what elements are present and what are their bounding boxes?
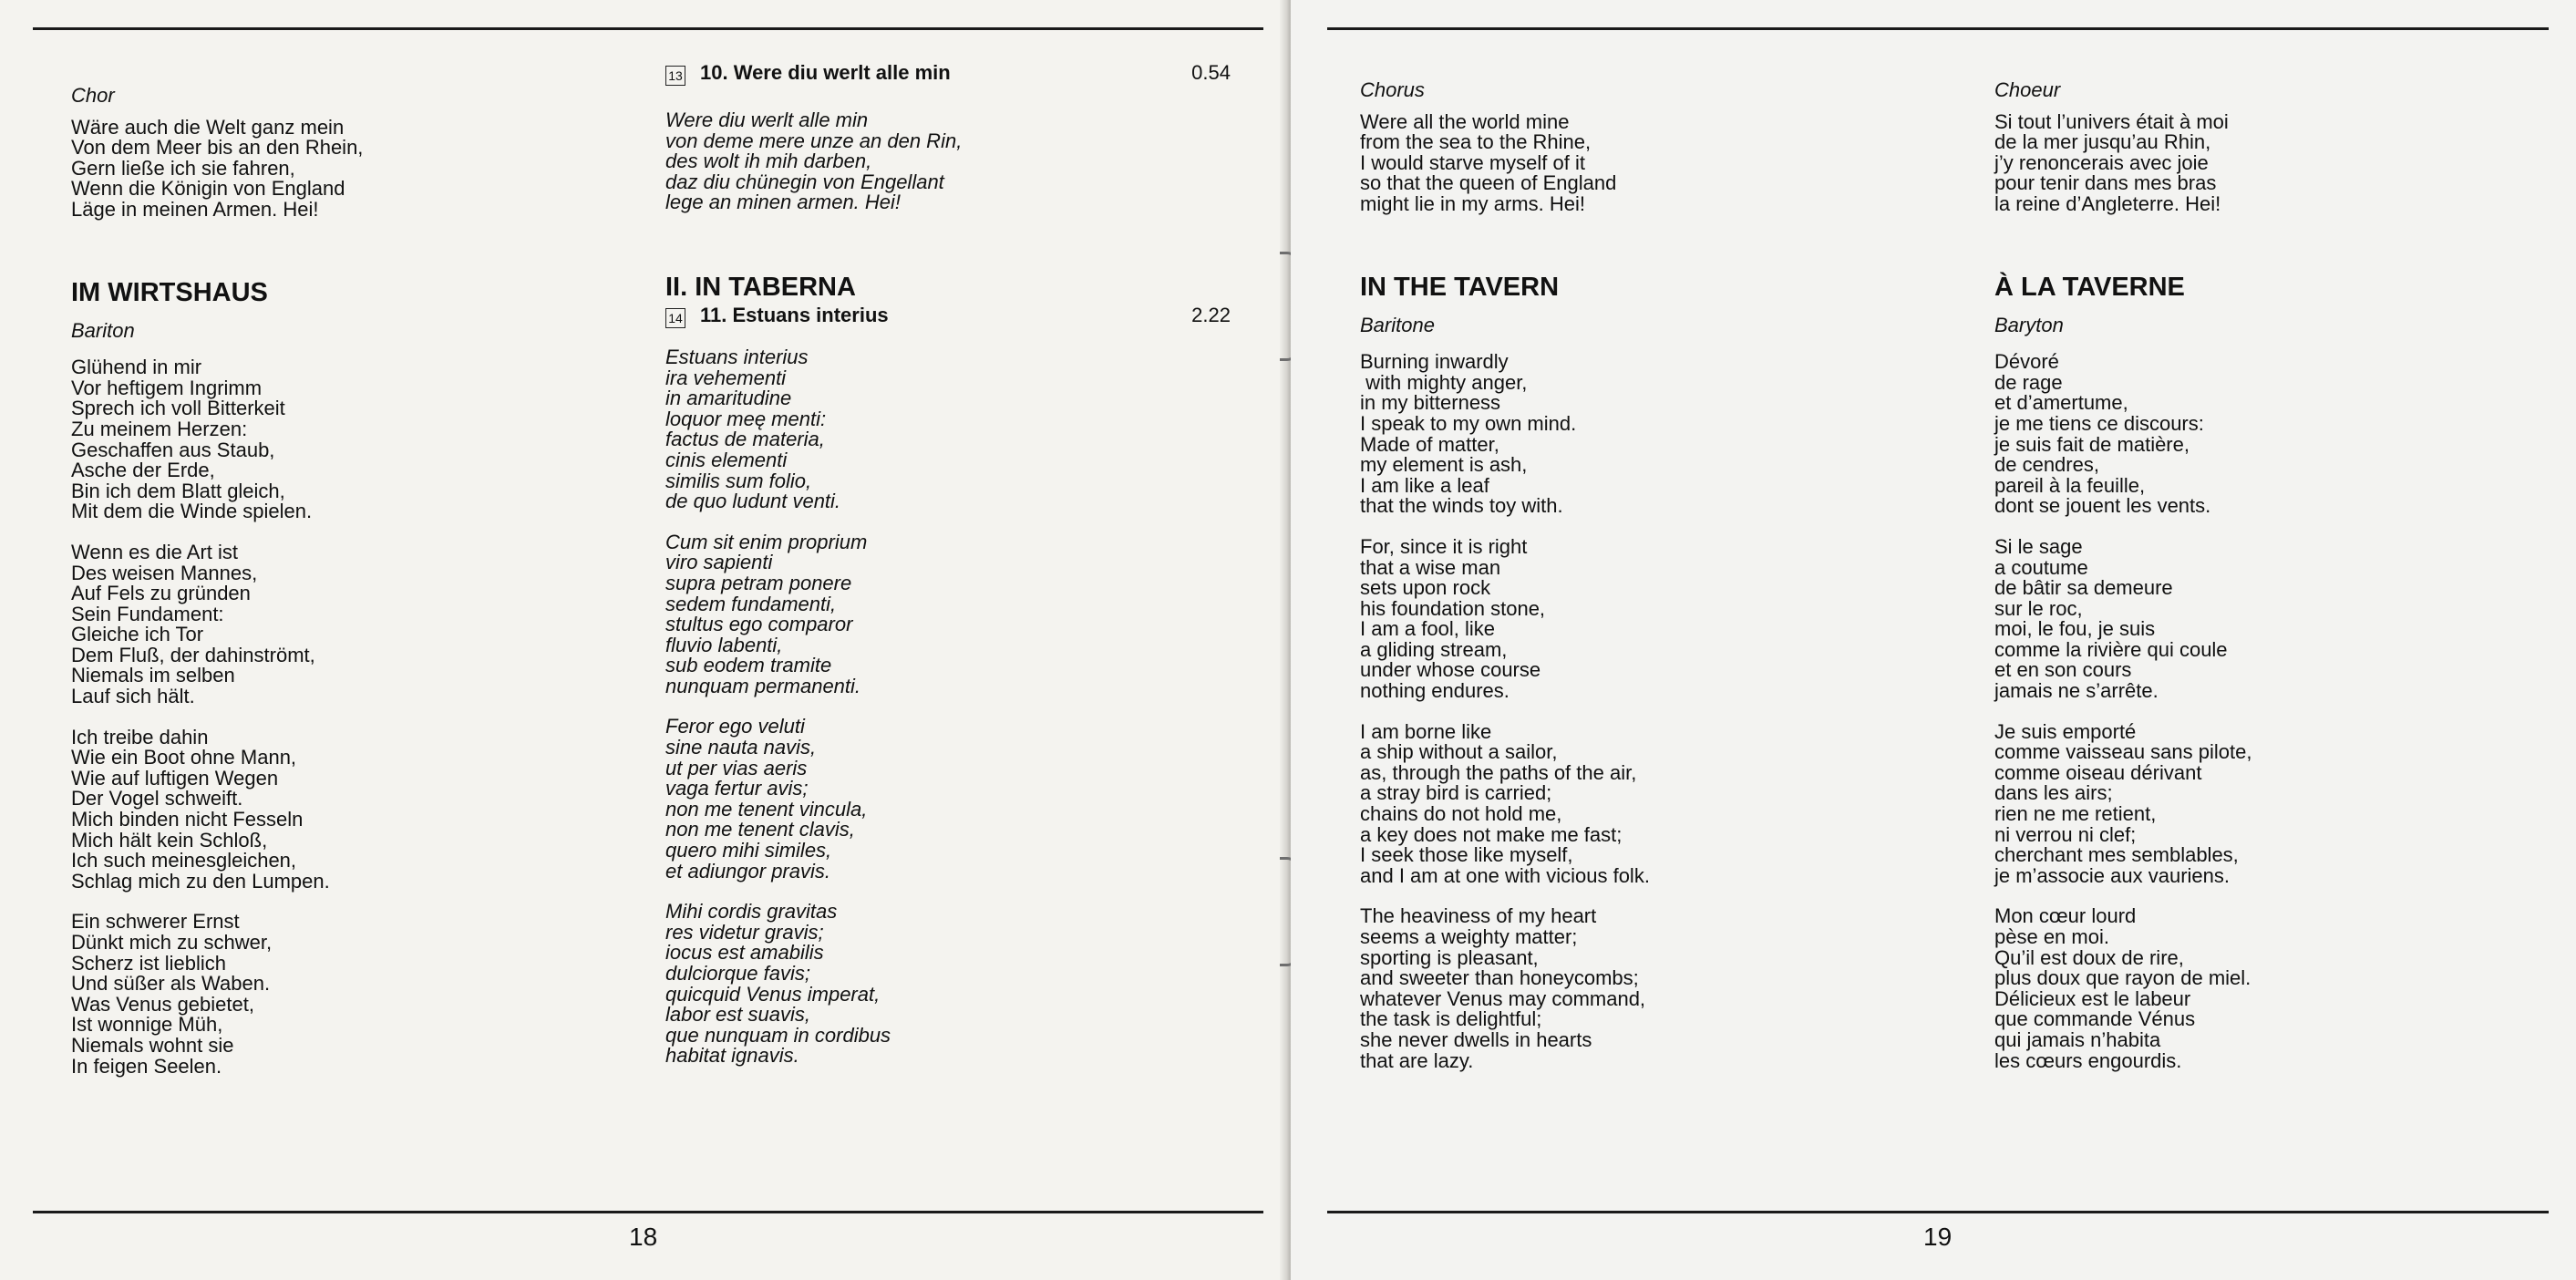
verse-line: Délicieux est le labeur (1994, 986, 2191, 1010)
verse-line: Feror ego veluti (665, 715, 805, 738)
verse-line: sur le roc, (1994, 596, 2083, 620)
right-page (1291, 0, 2576, 1280)
verse-line: Wäre auch die Welt ganz mein (71, 115, 345, 139)
verse-line: plus doux que rayon de miel. (1994, 966, 2251, 990)
verse-line: Vor heftigem Ingrimm (71, 376, 263, 399)
verse-line: similis sum folio, (665, 469, 812, 492)
verse-line: Und süßer als Waben. (71, 972, 271, 996)
chor-label: Chor (71, 84, 115, 107)
verse-line: and sweeter than honeycombs; (1360, 966, 1639, 990)
section-title-in-the-tavern: IN THE TAVERN (1360, 272, 1560, 302)
verse-line: Glühend in mir (71, 356, 202, 379)
verse-line: Ein schwerer Ernst (71, 910, 240, 934)
verse-line: Made of matter, (1360, 432, 1499, 456)
verse-line: chains do not hold me, (1360, 802, 1562, 826)
stanza (1994, 534, 2541, 703)
stanza (665, 717, 1231, 882)
verse-line: Je suis emporté (1994, 719, 2137, 743)
verse-line: sub eodem tramite (665, 654, 832, 677)
verse-line: Der Vogel schweift. (71, 787, 243, 810)
chorus-lines (1360, 109, 1907, 215)
verse-line: Ich treibe dahin (71, 725, 209, 748)
verse-line: dont se jouent les vents. (1994, 494, 2211, 518)
verse-line: under whose course (1360, 658, 1541, 682)
verse-line: habitat ignavis. (665, 1044, 799, 1068)
verse-line: she never dwells in hearts (1360, 1027, 1592, 1051)
verse-line: Ist wonnige Müh, (71, 1013, 223, 1037)
verse-line: whatever Venus may command, (1360, 986, 1646, 1010)
chor-lines (71, 115, 618, 221)
verse-line: nothing endures. (1360, 679, 1510, 703)
verse-line: in amaritudine (665, 387, 792, 410)
verse-line: Geschaffen aus Staub, (71, 438, 275, 461)
verse-line: a coutume (1994, 555, 2088, 579)
verse-line: in my bitterness (1360, 391, 1501, 415)
stanza (71, 542, 618, 707)
verse-line: Des weisen Mannes, (71, 561, 258, 584)
verse-line: seems a weighty matter; (1360, 925, 1578, 948)
verse-line: Bin ich dem Blatt gleich, (71, 479, 285, 502)
stanza (665, 902, 1231, 1067)
track-10-row (665, 62, 1231, 85)
german-column (71, 86, 618, 1077)
verse-line: his foundation stone, (1360, 596, 1546, 620)
verse-line: cinis elementi (665, 448, 788, 471)
verse-line: Sein Fundament: (71, 602, 224, 625)
section-title-im-wirtshaus: IM WIRTSHAUS (71, 277, 268, 307)
verse-line: Lauf sich hält. (71, 685, 195, 708)
stanza (665, 532, 1231, 697)
verse-line: Gern ließe ich sie fahren, (71, 156, 295, 180)
verse-line: comme oiseau dérivant (1994, 760, 2202, 784)
verse-line: je me tiens ce discours: (1994, 411, 2204, 435)
verse-line: from the sea to the Rhine, (1360, 130, 1592, 154)
verse-line: Niemals im selben (71, 664, 235, 687)
verse-line: daz diu chünegin von Engellant (665, 170, 944, 193)
verse-line: Gleiche ich Tor (71, 623, 204, 646)
bariton-label: Bariton (71, 318, 135, 342)
verse-line: je suis fait de matière, (1994, 432, 2190, 456)
verse-line: I am like a leaf (1360, 473, 1489, 497)
track-11-row (665, 305, 1231, 327)
verse-line: that the winds toy with. (1360, 494, 1563, 518)
verse-line: fluvio labenti, (665, 633, 783, 656)
verse-line: Niemals wohnt sie (71, 1033, 234, 1057)
verse-line: a key does not make me fast; (1360, 822, 1623, 846)
stanza (71, 912, 618, 1077)
verse-line: que nunquam in cordibus (665, 1023, 891, 1047)
verse-line: ni verrou ni clef; (1994, 822, 2137, 846)
verse-line: iocus est amabilis (665, 941, 824, 965)
chorus-label: Chorus (1360, 78, 1425, 101)
verse-line: stultus ego comparor (665, 613, 853, 636)
verse-line: pèse en moi. (1994, 925, 2109, 948)
verse-line: as, through the paths of the air, (1360, 760, 1637, 784)
verse-line: loquor meę menti: (665, 407, 827, 430)
verse-line: ira vehementi (665, 366, 787, 389)
verse-line: with mighty anger, (1360, 370, 1528, 394)
track-title: 10. Were diu werlt alle min (700, 61, 951, 84)
stanza (1994, 719, 2541, 887)
page-number-left: 18 (629, 1223, 658, 1251)
verse-line: Von dem Meer bis an den Rhein, (71, 136, 364, 160)
verse-line: Were all the world mine (1360, 109, 1570, 133)
verse-line: quicquid Venus imperat, (665, 982, 881, 1006)
verse-line: Sprech ich voll Bitterkeit (71, 397, 285, 420)
verse-line: labor est suavis, (665, 1003, 810, 1027)
stanza (71, 725, 618, 893)
verse-line: Qu’il est doux de rire, (1994, 945, 2184, 969)
verse-line: Si tout l’univers était à moi (1994, 109, 2229, 133)
verse-line: non me tenent vincula, (665, 797, 868, 821)
verse-line: cherchant mes semblables, (1994, 843, 2239, 867)
verse-line: a ship without a sailor, (1360, 740, 1558, 764)
page-number-right: 19 (1923, 1223, 1953, 1251)
verse-line: Schlag mich zu den Lumpen. (71, 869, 330, 893)
section-title-in-taberna: II. IN TABERNA (665, 272, 856, 302)
verse-line: that a wise man (1360, 555, 1501, 579)
verse-line: Were diu werlt alle min (665, 108, 869, 131)
choeur-lines (1994, 109, 2541, 215)
verse-line: For, since it is right (1360, 534, 1528, 558)
verse-line: j’y renoncerais avec joie (1994, 150, 2209, 174)
verse-line: Was Venus gebietet, (71, 992, 254, 1016)
verse-line: Mich hält kein Schloß, (71, 828, 268, 852)
stanza (1360, 352, 1907, 517)
verse-line: Wenn es die Art ist (71, 540, 239, 563)
verse-line: les cœurs engourdis. (1994, 1048, 2182, 1072)
verse-line: Mon cœur lourd (1994, 904, 2137, 928)
track-duration: 2.22 (1191, 303, 1231, 326)
top-rule-left (33, 27, 1263, 30)
bottom-rule-left (33, 1211, 1263, 1213)
verse-line: In feigen Seelen. (71, 1054, 222, 1078)
stanza (1360, 534, 1907, 703)
top-rule-right (1327, 27, 2549, 30)
verse-line: que commande Vénus (1994, 1007, 2196, 1031)
stanza (665, 347, 1231, 512)
verse-line: comme la rivière qui coule (1994, 637, 2228, 661)
stanza (1360, 906, 1907, 1071)
verse-line: de bâtir sa demeure (1994, 576, 2173, 600)
verse-line: des wolt ih mih darben, (665, 150, 872, 173)
verse-line: Wie ein Boot ohne Mann, (71, 746, 297, 769)
verse-line: Zu meinem Herzen: (71, 417, 248, 440)
verse-line: Estuans interius (665, 345, 809, 368)
stanza (71, 357, 618, 522)
verse-line: sporting is pleasant, (1360, 945, 1539, 969)
verse-line: et adiungor pravis. (665, 859, 830, 883)
french-column (1994, 80, 2541, 1071)
verse-line: comme vaisseau sans pilote, (1994, 740, 2252, 764)
verse-line: non me tenent clavis, (665, 818, 855, 841)
verse-line: sine nauta navis, (665, 736, 817, 759)
verse-line: factus de materia, (665, 428, 825, 451)
verse-line: supra petram ponere (665, 571, 852, 594)
verse-line: the task is delightful; (1360, 1007, 1542, 1031)
verse-line: Si le sage (1994, 534, 2083, 558)
verse-line: et en son cours (1994, 658, 2132, 682)
verse-line: I speak to my own mind. (1360, 411, 1577, 435)
verse-line: et d’amertume, (1994, 391, 2128, 415)
verse-line: I would starve myself of it (1360, 150, 1585, 174)
verse-line: Cum sit enim proprium (665, 530, 868, 553)
verse-line: The heaviness of my heart (1360, 904, 1597, 928)
verse-line: Dem Fluß, der dahinströmt, (71, 643, 315, 666)
verse-line: Mich binden nicht Fesseln (71, 808, 304, 831)
verse-line: a stray bird is carried; (1360, 781, 1552, 805)
verse-line: Asche der Erde, (71, 459, 215, 482)
verse-line: and I am at one with vicious folk. (1360, 863, 1650, 887)
verse-line: Burning inwardly (1360, 350, 1509, 374)
verse-line: de rage (1994, 370, 2063, 394)
verse-line: I am a fool, like (1360, 617, 1495, 641)
verse-line: so that the queen of England (1360, 171, 1617, 195)
verse-line: lege an minen armen. Hei! (665, 191, 902, 214)
verse-line: de cendres, (1994, 453, 2099, 477)
verse-line: sedem fundamenti, (665, 592, 837, 615)
verse-line: dans les airs; (1994, 781, 2113, 805)
verse-line: Wie auf luftigen Wegen (71, 766, 279, 790)
verse-line: res videtur gravis; (665, 920, 824, 944)
verse-line: je m’associe aux vauriens. (1994, 863, 2231, 887)
verse-line: quero mihi similes, (665, 839, 832, 862)
verse-line: Auf Fels zu gründen (71, 582, 251, 605)
latin-column (665, 62, 1231, 1067)
verse-line: my element is ash, (1360, 453, 1528, 477)
verse-line: Mihi cordis gravitas (665, 900, 838, 924)
track-number-box: 13 (665, 66, 685, 86)
verse-line: Wenn die Königin von England (71, 177, 345, 201)
verse-line: ut per vias aeris (665, 756, 808, 779)
verse-line: rien ne me retient, (1994, 802, 2157, 826)
choeur-label: Choeur (1994, 78, 2061, 101)
verse-line: pour tenir dans mes bras (1994, 171, 2217, 195)
track-number-box: 14 (665, 308, 685, 328)
stanza (1994, 352, 2541, 517)
verse-line: I seek those like myself, (1360, 843, 1573, 867)
verse-line: dulciorque favis; (665, 962, 810, 985)
verse-line: that are lazy. (1360, 1048, 1474, 1072)
verse-line: Scherz ist lieblich (71, 951, 226, 975)
verse-line: qui jamais n’habita (1994, 1027, 2161, 1051)
track-title: 11. Estuans interius (700, 303, 889, 326)
verse-line: Dünkt mich zu schwer, (71, 931, 273, 954)
verse-line: nunquam permanenti. (665, 674, 861, 697)
track-duration: 0.54 (1191, 61, 1231, 84)
verse-line: von deme mere unze an den Rin, (665, 129, 963, 152)
verse-line: I am borne like (1360, 719, 1492, 743)
verse-line: sets upon rock (1360, 576, 1491, 600)
verse-line: de la mer jusqu’au Rhin, (1994, 130, 2211, 154)
stanza (1360, 719, 1907, 887)
verse-line: a gliding stream, (1360, 637, 1508, 661)
verse-line: pareil à la feuille, (1994, 473, 2146, 497)
latin-chorus-lines (665, 110, 1231, 213)
verse-line: viro sapienti (665, 551, 773, 574)
verse-line: Läge in meinen Armen. Hei! (71, 197, 319, 221)
verse-line: la reine d’Angleterre. Hei! (1994, 191, 2221, 215)
section-title-a-la-taverne: À LA TAVERNE (1994, 272, 2185, 302)
verse-line: Dévoré (1994, 350, 2059, 374)
verse-line: vaga fertur avis; (665, 777, 809, 800)
verse-line: jamais ne s’arrête. (1994, 679, 2159, 703)
verse-line: Mit dem die Winde spielen. (71, 500, 313, 523)
baritone-label: Baritone (1360, 313, 1435, 336)
bottom-rule-right (1327, 1211, 2549, 1213)
english-column (1360, 80, 1907, 1071)
left-page (0, 0, 1285, 1280)
baryton-label: Baryton (1994, 313, 2064, 336)
verse-line: moi, le fou, je suis (1994, 617, 2156, 641)
verse-line: Ich such meinesgleichen, (71, 849, 297, 872)
verse-line: de quo ludunt venti. (665, 490, 841, 513)
verse-line: might lie in my arms. Hei! (1360, 191, 1585, 215)
stanza (1994, 906, 2541, 1071)
